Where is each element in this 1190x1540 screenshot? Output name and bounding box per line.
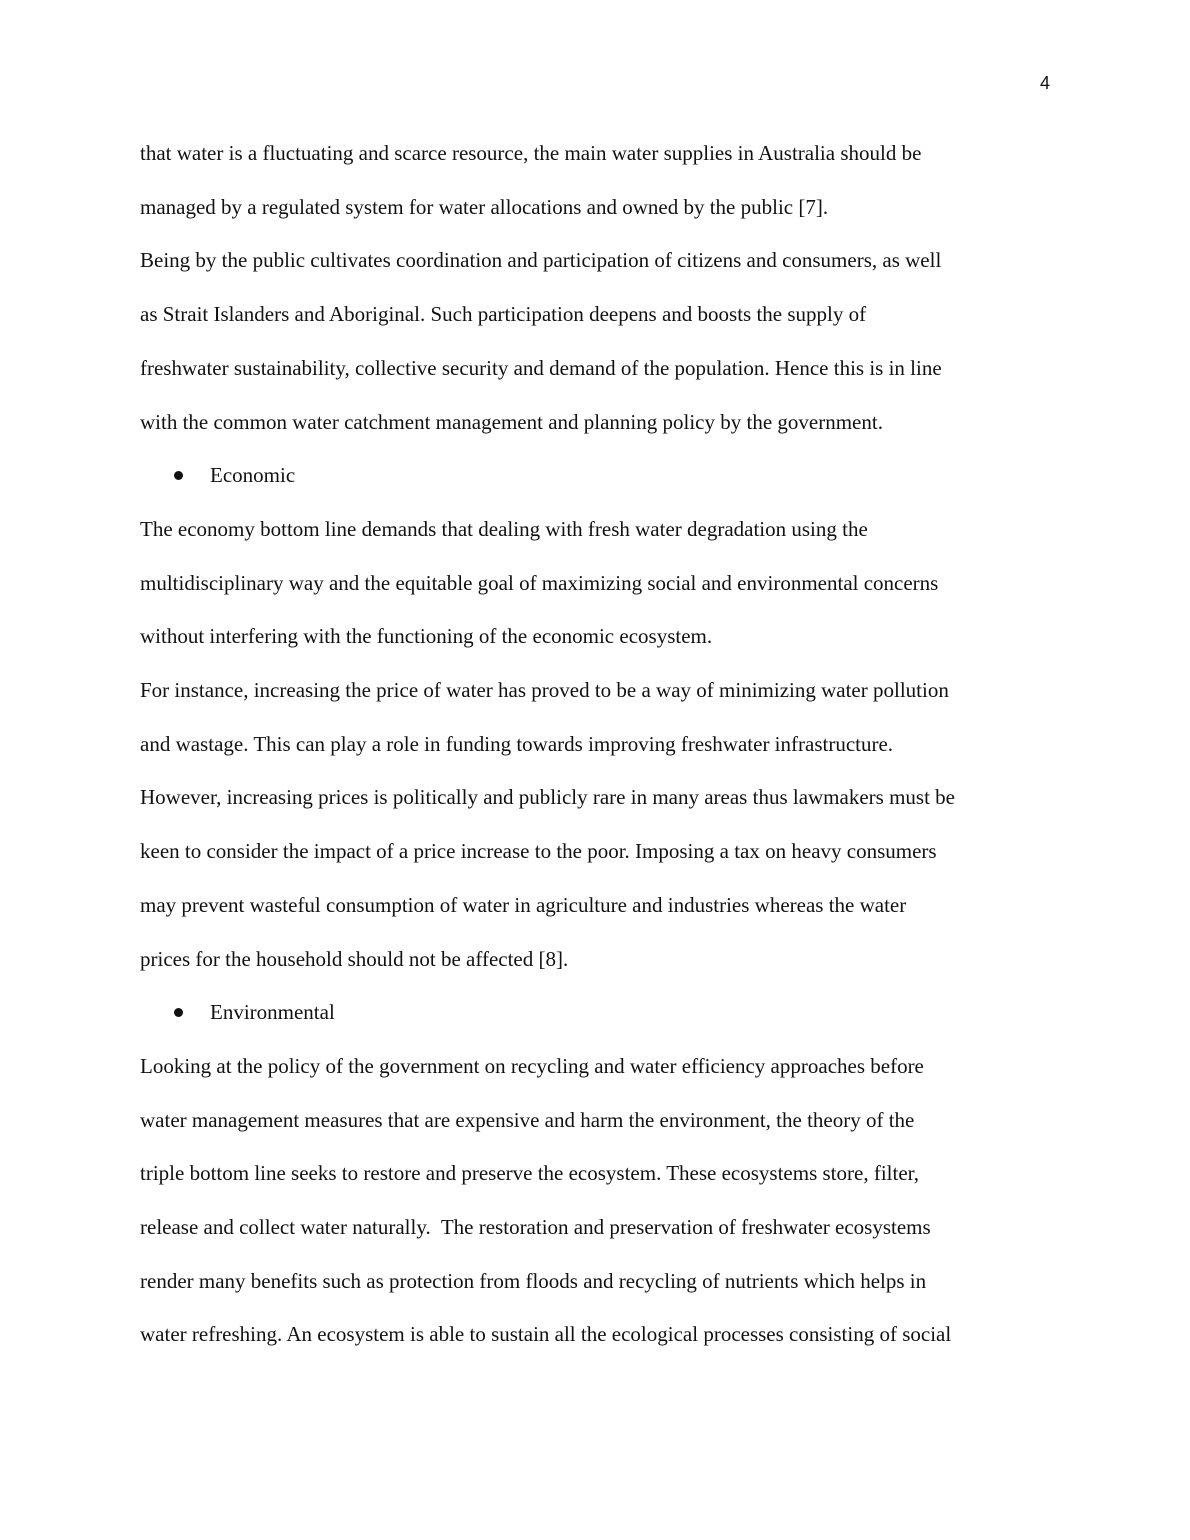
document-body [140, 127, 1050, 1362]
paragraph-public-participation [140, 234, 1050, 449]
text-line: triple bottom line seeks to restore and preserve the ecosystem. These ecosystems store, filter, [140, 1161, 920, 1186]
text-line: water refreshing. An ecosystem is able to sustain all the ecological processes consisting of social [140, 1322, 952, 1347]
text-line: Looking at the policy of the government on recycling and water efficiency approaches before [140, 1053, 924, 1078]
text-line: keen to consider the impact of a price increase to the poor. Imposing a tax on heavy consumers [140, 839, 937, 864]
text-line: that water is a fluctuating and scarce resource, the main water supplies in Australia should be [140, 141, 922, 165]
bullet-label: Environmental [210, 1000, 335, 1025]
text-line: and wastage. This can play a role in funding towards improving freshwater infrastructure. [140, 731, 894, 756]
bullet-economic [140, 449, 1050, 503]
paragraph-economy-bottom-line [140, 503, 1050, 664]
paragraph-water-pricing [140, 664, 1050, 986]
text-line: with the common water catchment management and planning policy by the government. [140, 409, 883, 434]
bullet-icon [174, 471, 183, 480]
text-line: water management measures that are expensive and harm the environment, the theory of the [140, 1107, 915, 1132]
text-line: without interfering with the functioning of the economic ecosystem. [140, 624, 713, 649]
text-line: The economy bottom line demands that dealing with fresh water degradation using the [140, 516, 868, 541]
paragraph-environmental-policy [140, 1040, 1050, 1362]
text-line: multidisciplinary way and the equitable goal of maximizing social and environmental concerns [140, 570, 939, 595]
page-number: 4 [1039, 73, 1050, 93]
bullet-environmental [140, 986, 1050, 1040]
text-line: Being by the public cultivates coordination and participation of citizens and consumers, as well [140, 248, 942, 273]
text-line: release and collect water naturally. The restoration and preservation of freshwater ecosystems [140, 1215, 931, 1240]
text-line: may prevent wasteful consumption of water in agriculture and industries whereas the water [140, 892, 907, 917]
text-line: as Strait Islanders and Aboriginal. Such participation deepens and boosts the supply of [140, 302, 867, 327]
text-line: render many benefits such as protection from floods and recycling of nutrients which helps in [140, 1268, 927, 1293]
text-line: managed by a regulated system for water allocations and owned by the public [7]. [140, 194, 829, 219]
text-line: freshwater sustainability, collective security and demand of the population. Hence this is in line [140, 355, 942, 380]
text-line: For instance, increasing the price of water has proved to be a way of minimizing water pollution [140, 678, 949, 703]
text-line: However, increasing prices is politically and publicly rare in many areas thus lawmakers must be [140, 785, 955, 810]
text-line: prices for the household should not be affected [8]. [140, 946, 569, 971]
paragraph-water-resource [140, 127, 1050, 234]
bullet-icon [174, 1008, 183, 1017]
bullet-label: Economic [210, 463, 296, 488]
